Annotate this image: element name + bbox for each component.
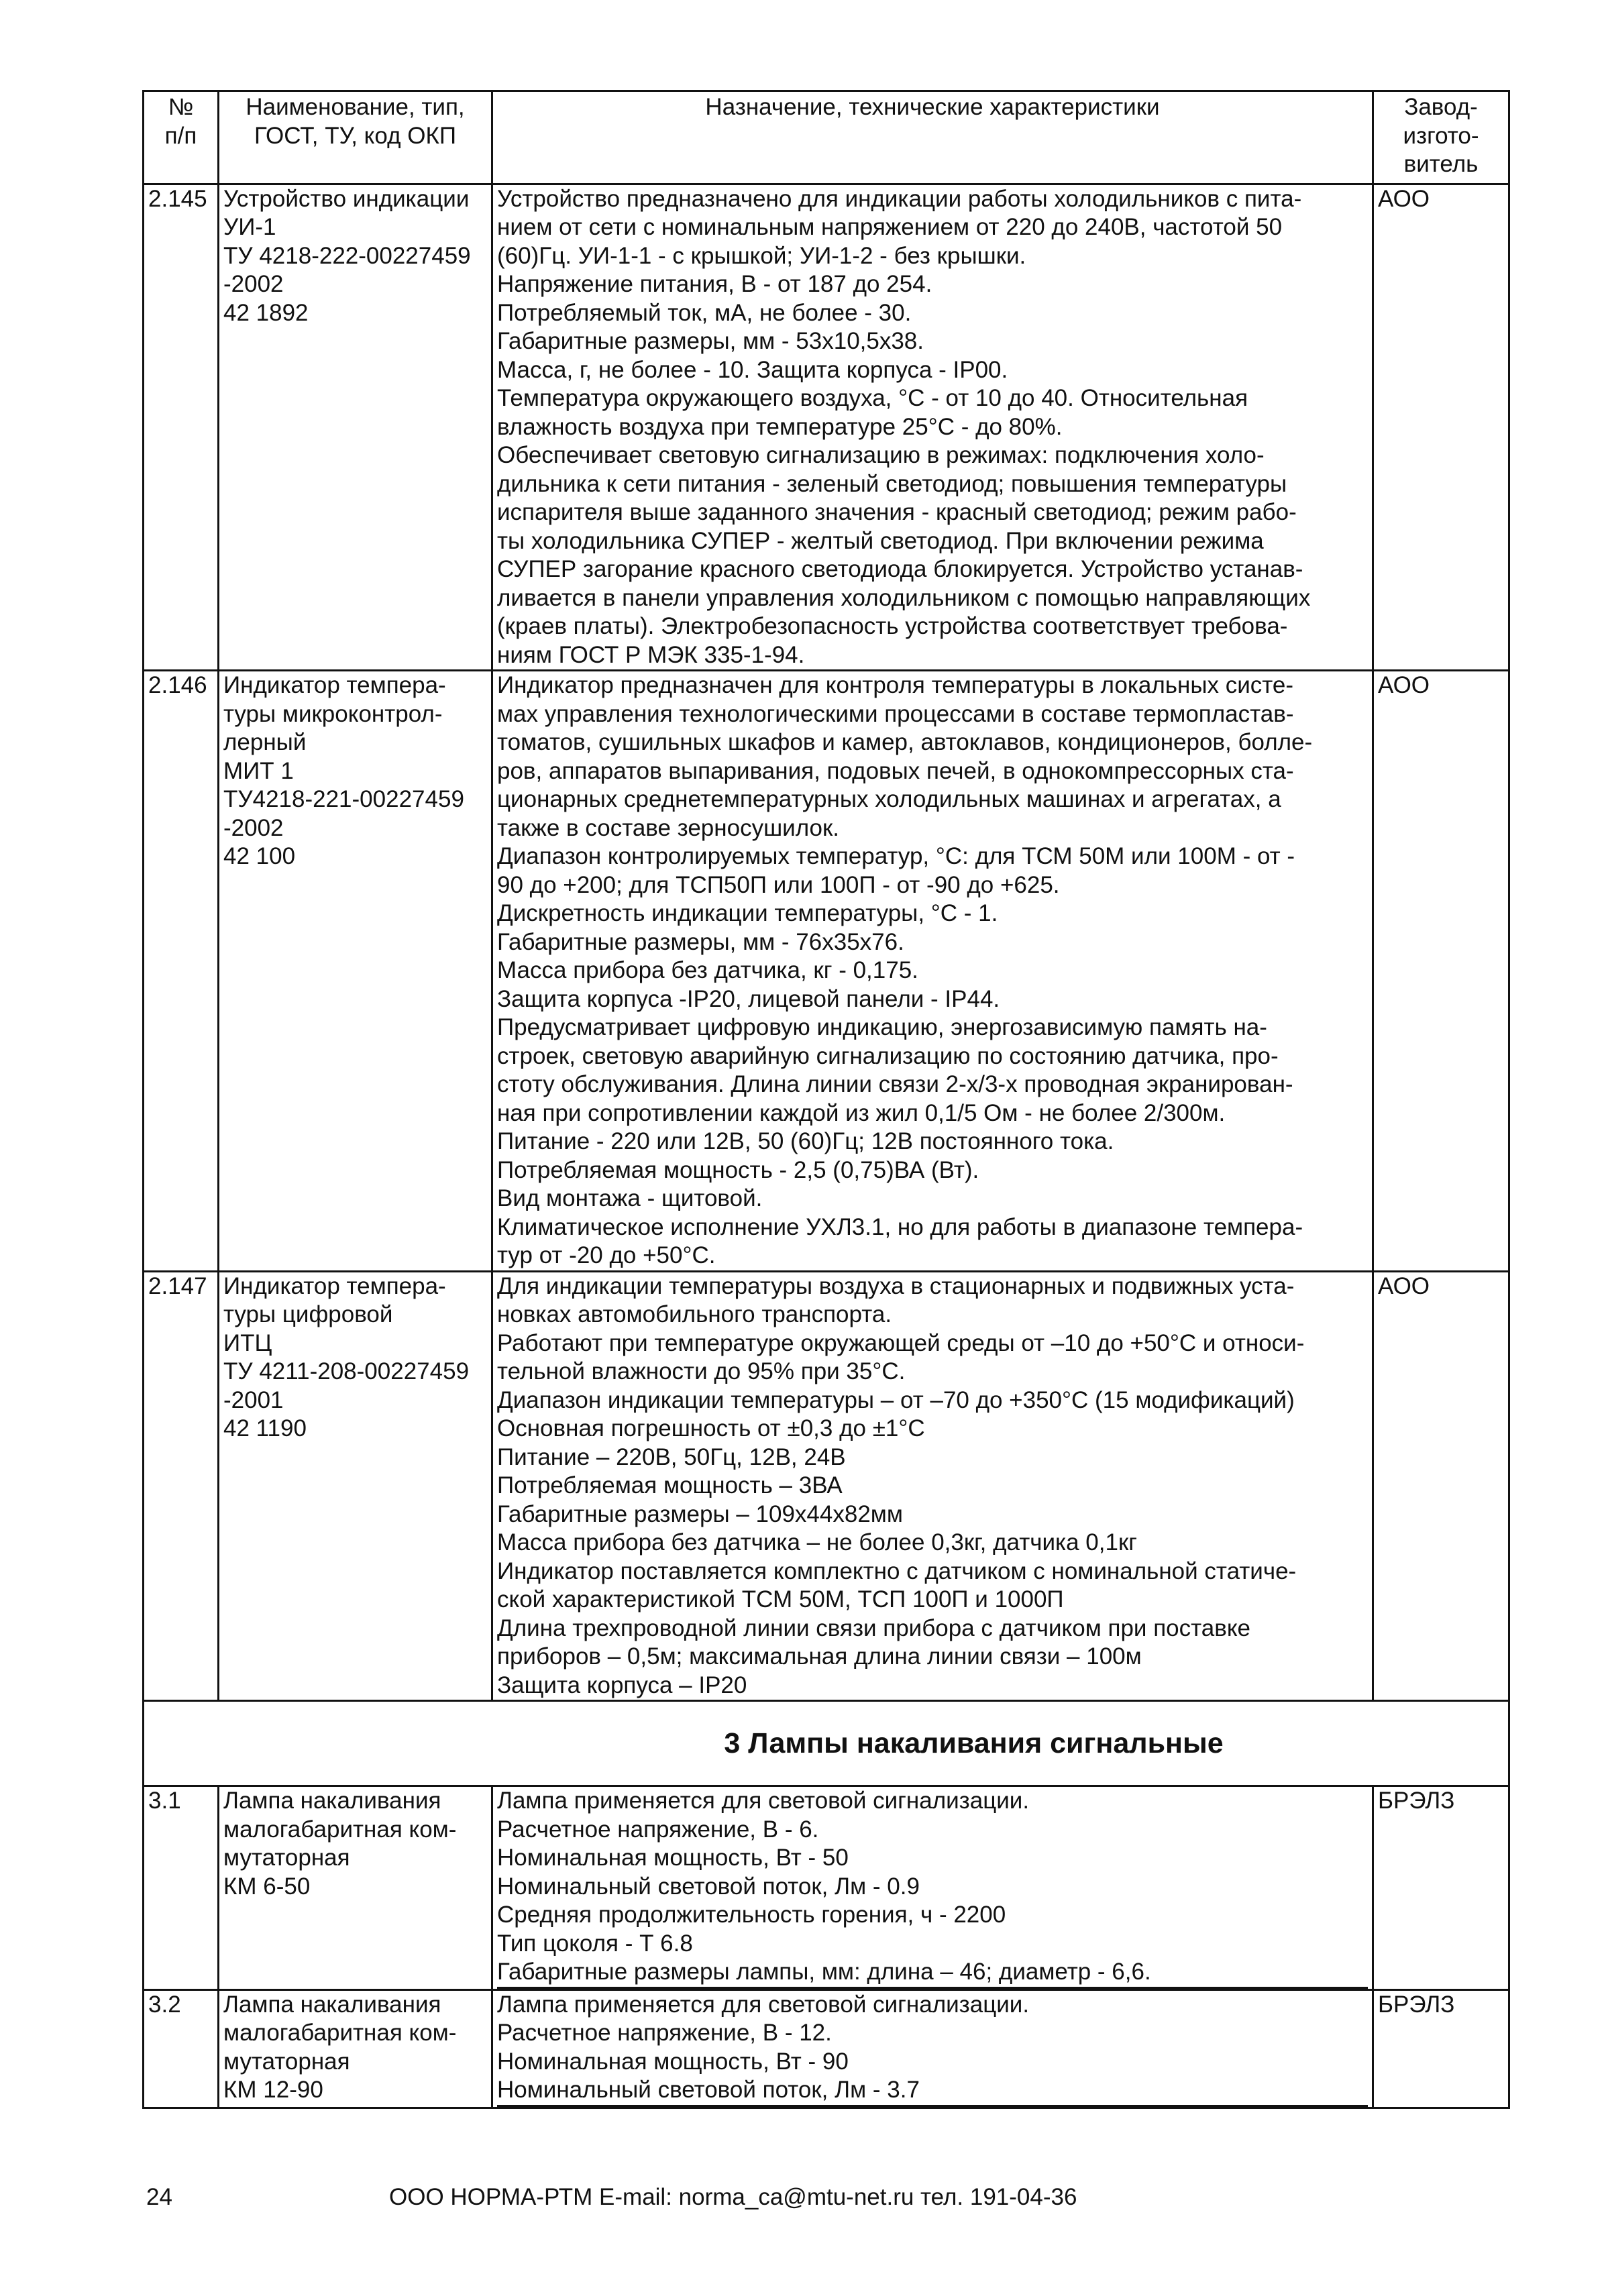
row-description	[492, 184, 1373, 671]
text-line: приборов – 0,5м; максимальная длина линии связи – 100м	[497, 1643, 1142, 1670]
row-maker	[1373, 1989, 1509, 2108]
text-line: Диапазон индикации температуры – от –70 до +350°С (15 модификаций)	[497, 1386, 1295, 1413]
row-name	[219, 1786, 492, 1990]
text-line: Вид монтажа - щитовой.	[497, 1185, 763, 1211]
text-line: Индикатор предназначен для контроля температуры в локальных систе-	[497, 672, 1294, 698]
text-line: Для индикации температуры воздуха в стационарных и подвижных уста-	[497, 1272, 1295, 1299]
cell-text: 2.145	[148, 185, 207, 212]
text-line: Основная погрешность от ±0,3 до ±1°С	[497, 1415, 925, 1441]
text-line: дильника к сети питания - зеленый светодиод; повышения температуры	[497, 470, 1287, 497]
text-line: томатов, сушильных шкафов и камер, автоклавов, кондиционеров, болле-	[497, 729, 1313, 755]
row-number	[144, 1786, 219, 1990]
text-line: Устройство предназначено для индикации работы холодильников с пита-	[497, 185, 1302, 212]
text-line: Напряжение питания, В - от 187 до 254.	[497, 271, 932, 297]
text-line: Расчетное напряжение, В - 12.	[497, 2020, 832, 2046]
text-line: туры цифровой	[223, 1301, 393, 1327]
text-line: Лампа накаливания	[223, 1788, 441, 1814]
text-line: Средняя продолжительность горения, ч - 2200	[497, 1902, 1006, 1928]
text-line: ная при сопротивлении каждой из жил 0,1/5 Ом - не более 2/300м.	[497, 1099, 1226, 1126]
text-line: Номинальная мощность, Вт - 90	[497, 2048, 849, 2075]
text-line: Габаритные размеры – 109x44x82мм	[497, 1500, 903, 1527]
text-line: Потребляемая мощность - 2,5 (0,75)ВА (Вт).	[497, 1156, 979, 1183]
table-row	[144, 1271, 1509, 1701]
text-line: Обеспечивает световую сигнализацию в режимах: подключения холо-	[497, 442, 1265, 468]
text-line: 42 1190	[223, 1415, 307, 1441]
text-line: Потребляемая мощность – 3ВА	[497, 1472, 843, 1498]
text-line: также в составе зерносушилок.	[497, 814, 840, 841]
text-line: мутаторная	[223, 1845, 350, 1871]
text-line: Индикатор темпера-	[223, 1272, 446, 1299]
row-number	[144, 1271, 219, 1701]
text-line: Температура окружающего воздуха, °С - от 10 до 40. Относительная	[497, 385, 1248, 411]
text-line: ТУ 4218-222-00227459	[223, 242, 471, 269]
cell-text: 2.146	[148, 672, 207, 698]
text-line: Защита корпуса -IP20, лицевой панели - IP44.	[497, 985, 1000, 1012]
row-name	[219, 1989, 492, 2108]
text-line: Диапазон контролируемых температур, °С: для ТСМ 50М или 100М - от -	[497, 843, 1295, 869]
text-line: Масса прибора без датчика, кг - 0,175.	[497, 957, 918, 983]
text-line: Индикатор темпера-	[223, 672, 446, 698]
text-line: Масса прибора без датчика – не более 0,3кг, датчика 0,1кг	[497, 1529, 1138, 1555]
text-line: КМ 12-90	[223, 2077, 323, 2103]
text-line: Номинальный световой поток, Лм - 0.9	[497, 1873, 920, 1900]
text-line: влажность воздуха при температуре 25°С - до 80%.	[497, 413, 1063, 440]
header-maker: Завод- изгото- витель	[1373, 91, 1509, 184]
row-name	[219, 1271, 492, 1701]
text-line: 42 100	[223, 843, 296, 869]
text-line: тур от -20 до +50°С.	[497, 1242, 716, 1268]
text-line: Габаритные размеры, мм - 76x35x76.	[497, 928, 904, 955]
table-body-lamps	[144, 1786, 1509, 2108]
text-line: мутаторная	[223, 2048, 350, 2075]
text-line: Расчетное напряжение, В - 6.	[497, 1816, 819, 1843]
cell-text: 3.2	[148, 1991, 181, 2018]
text-line: Габаритные размеры, мм - 53x10,5x38.	[497, 328, 924, 354]
catalog-sheet	[142, 90, 1508, 2109]
text-line: (60)Гц. УИ-1-1 - с крышкой; УИ-1-2 - без крышки.	[497, 242, 1026, 269]
row-number	[144, 671, 219, 1272]
footer-contact: ООО НОРМА-РТМ E-mail: norma_ca@mtu-net.ru тел. 191-04-36	[389, 2184, 1077, 2210]
text-line: Номинальный световой поток, Лм - 3.7	[497, 2076, 1368, 2107]
row-description	[492, 1989, 1373, 2108]
text-line: мах управления технологическими процессами в составе термопластав-	[497, 700, 1294, 727]
text-line: ниям ГОСТ Р МЭК 335-1-94.	[497, 641, 805, 668]
cell-text: 3.1	[148, 1788, 181, 1814]
text-line: ционарных среднетемпературных холодильных машинах и агрегатах, а	[497, 786, 1281, 812]
text-line: (краев платы). Электробезопасность устройства соответствует требова-	[497, 613, 1288, 639]
header-name: Наименование, тип, ГОСТ, ТУ, код ОКП	[219, 91, 492, 184]
row-maker	[1373, 671, 1509, 1272]
text-line: 90 до +200; для ТСП50П или 100П - от -90 до +625.	[497, 871, 1060, 898]
header-description: Назначение, технические характеристики	[492, 91, 1373, 184]
cell-text: АОО	[1378, 185, 1430, 212]
text-line: испарителя выше заданного значения - красный светодиод; режим рабо-	[497, 499, 1297, 525]
text-line: нием от сети с номинальным напряжением от 220 до 240В, частотой 50	[497, 214, 1283, 240]
cell-text: АОО	[1378, 1272, 1430, 1299]
text-line: Длина трехпроводной линии связи прибора с датчиком при поставке	[497, 1615, 1250, 1641]
text-line: лерный	[223, 729, 307, 755]
cell-text: БРЭЛЗ	[1378, 1788, 1455, 1814]
text-line: ливается в панели управления холодильником с помощью направляющих	[497, 584, 1311, 611]
text-line: ской характеристикой ТСМ 50М, ТСП 100П и 1000П	[497, 1586, 1064, 1612]
text-line: УИ-1	[223, 214, 276, 240]
cell-text: БРЭЛЗ	[1378, 1991, 1455, 2018]
text-line: строек, световую аварийную сигнализацию по состоянию датчика, про-	[497, 1042, 1279, 1069]
text-line: Питание - 220 или 12В, 50 (60)Гц; 12В постоянного тока.	[497, 1128, 1114, 1154]
text-line: малогабаритная ком-	[223, 2020, 457, 2046]
page-number: 24	[146, 2184, 172, 2210]
text-line: МИТ 1	[223, 757, 294, 784]
table-header	[144, 91, 1509, 184]
text-line: Габаритные размеры лампы, мм: длина – 46; диаметр - 6,6.	[497, 1958, 1368, 1989]
row-description	[492, 1786, 1373, 1990]
section-title: 3 Лампы накаливания сигнальные	[144, 1701, 1509, 1786]
cell-text: АОО	[1378, 672, 1430, 698]
text-line: ров, аппаратов выпаривания, подовых печей, в однокомпрессорных ста-	[497, 757, 1294, 784]
row-number	[144, 184, 219, 671]
text-line: Лампа применяется для световой сигнализации.	[497, 1788, 1030, 1814]
text-line: тельной влажности до 95% при 35°С.	[497, 1358, 906, 1384]
table-body-indicators	[144, 184, 1509, 1701]
table-row	[144, 1786, 1509, 1990]
text-line: Климатическое исполнение УХЛ3.1, но для работы в диапазоне темпера-	[497, 1213, 1303, 1240]
text-line: Индикатор поставляется комплектно с датчиком с номинальной статиче-	[497, 1557, 1297, 1584]
text-line: КМ 6-50	[223, 1873, 311, 1900]
text-line: новках автомобильного транспорта.	[497, 1301, 892, 1327]
section-row	[144, 1701, 1509, 1786]
text-line: Дискретность индикации температуры, °С - 1.	[497, 900, 998, 926]
cell-text: 2.147	[148, 1272, 207, 1299]
text-line: 42 1892	[223, 299, 309, 326]
row-maker	[1373, 184, 1509, 671]
text-line: туры микроконтрол-	[223, 700, 443, 727]
text-line: Масса, г, не более - 10. Защита корпуса - IP00.	[497, 356, 1008, 383]
catalog-table	[142, 90, 1510, 2109]
text-line: Лампа применяется для световой сигнализации.	[497, 1991, 1030, 2018]
text-line: Защита корпуса – IP20	[497, 1672, 747, 1698]
text-line: ИТЦ	[223, 1329, 272, 1356]
header-number: № п/п	[144, 91, 219, 184]
row-maker	[1373, 1786, 1509, 1990]
text-line: -2002	[223, 271, 284, 297]
text-line: ТУ4218-221-00227459	[223, 786, 464, 812]
text-line: стоту обслуживания. Длина линии связи 2-х/3-х проводная экранирован-	[497, 1071, 1293, 1097]
text-line: Питание – 220В, 50Гц, 12В, 24В	[497, 1443, 846, 1470]
text-line: Предусматривает цифровую индикацию, энергозависимую память на-	[497, 1014, 1267, 1040]
table-row	[144, 1989, 1509, 2108]
text-line: -2001	[223, 1386, 284, 1413]
row-description	[492, 671, 1373, 1272]
text-line: ТУ 4211-208-00227459	[223, 1358, 470, 1384]
text-line: малогабаритная ком-	[223, 1816, 457, 1843]
text-line: -2002	[223, 814, 284, 841]
row-maker	[1373, 1271, 1509, 1701]
row-description	[492, 1271, 1373, 1701]
table-section	[144, 1701, 1509, 1786]
row-name	[219, 671, 492, 1272]
row-name	[219, 184, 492, 671]
text-line: ты холодильника СУПЕР - желтый светодиод. При включении режима	[497, 527, 1264, 554]
table-row	[144, 671, 1509, 1272]
text-line: Потребляемый ток, мА, не более - 30.	[497, 299, 912, 326]
text-line: Работают при температуре окружающей среды от –10 до +50°С и относи-	[497, 1329, 1305, 1356]
table-row	[144, 184, 1509, 671]
text-line: Лампа накаливания	[223, 1991, 441, 2018]
row-number	[144, 1989, 219, 2108]
text-line: Номинальная мощность, Вт - 50	[497, 1845, 849, 1871]
text-line: Устройство индикации	[223, 185, 470, 212]
text-line: Тип цоколя - Т 6.8	[497, 1930, 693, 1957]
text-line: СУПЕР загорание красного светодиода блокируется. Устройство устанав-	[497, 556, 1303, 582]
